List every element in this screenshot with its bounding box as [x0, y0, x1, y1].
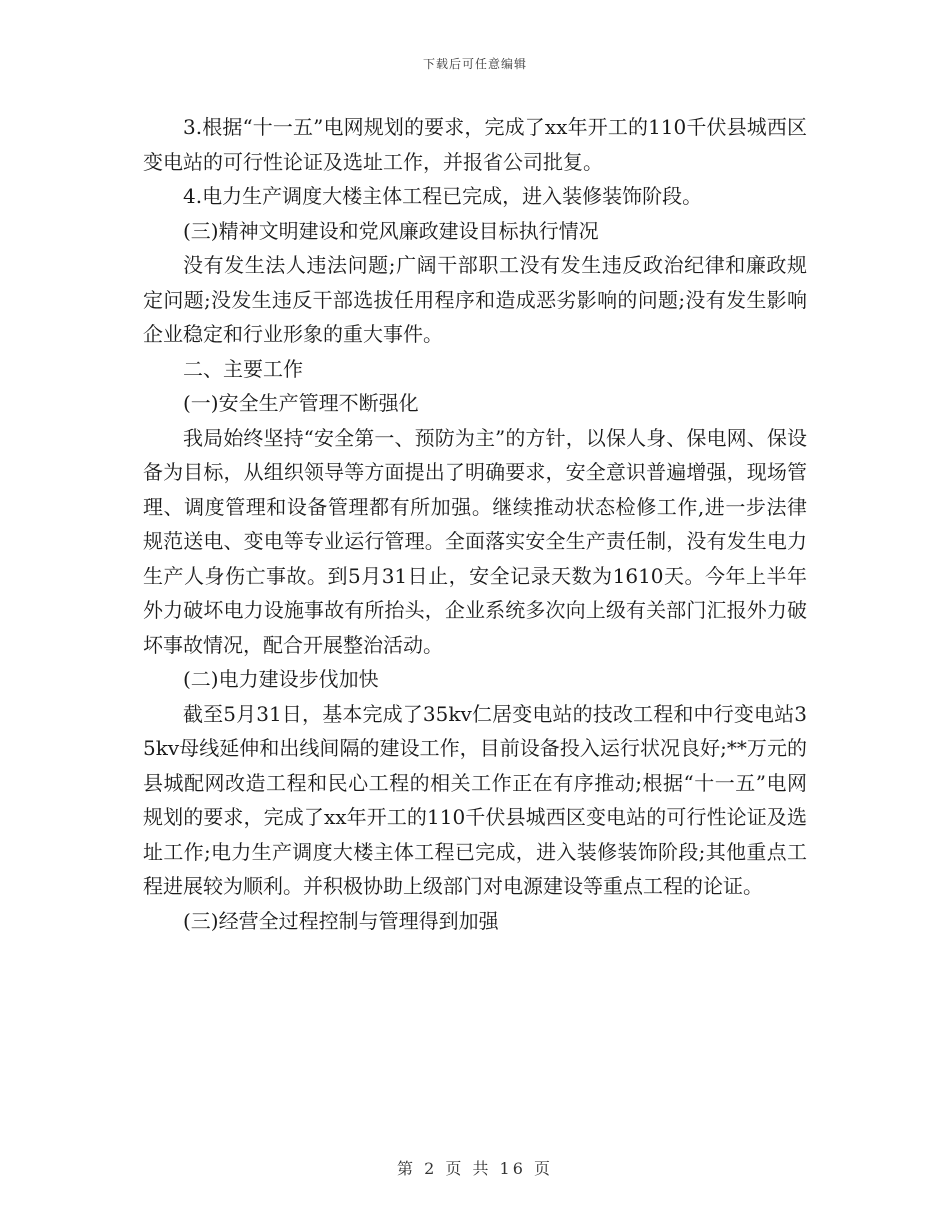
section-heading: (三)经营全过程控制与管理得到加强 [183, 908, 499, 933]
section-heading: (二)电力建设步伐加快 [183, 667, 379, 691]
paragraph: 截至5月31日，基本完成了35kv仁居变电站的技改工程和中行变电站35kv母线延伸和出线间隔的建设工作，目前设备投入运行状况良好;**万元的县城配网改造工程和民心工程的相关工作正在有序推动;根据“十一五”电网规划的要求，完成了xx年开工的110千伏县城西区变电站的可行性论证及选址工作;电力生产调度大楼主体工程已完成，进入装修装饰阶段;其他重点工程进展较为顺利。并积极协助上级部门对电源建设等重点工程的论证。 [143, 701, 807, 898]
section-heading: (一)安全生产管理不断强化 [183, 391, 419, 415]
page-header: 下载后可任意编辑 [422, 57, 527, 71]
paragraph: 4.电力生产调度大楼主体工程已完成，进入装修装饰阶段。 [183, 184, 703, 208]
paragraph: 我局始终坚持“安全第一、预防为主”的方针，以保人身、保电网、保设备为目标，从组织领导等方面提出了明确要求，安全意识普遍增强，现场管理、调度管理和设备管理都有所加强。继续推动状态检修工作,进一步法律规范送电、变电等专业运行管理。全面落实安全生产责任制，没有发生电力生产人身伤亡事故。到5月31日止，安全记录天数为1610天。今年上半年外力破坏电力设施事故有所抬头，企业系统多次向上级有关部门汇报外力破坏事故情况，配合开展整治活动。 [143, 425, 807, 657]
page-number: 第 2 页 共 16 页 [397, 1159, 553, 1178]
section-heading: (三)精神文明建设和党风廉政建设目标执行情况 [183, 218, 599, 243]
paragraph: 3.根据“十一五”电网规划的要求，完成了xx年开工的110千伏县城西区变电站的可行性论证及选址工作，并报省公司批复。 [143, 115, 807, 174]
chapter-heading: 二、主要工作 [183, 356, 303, 381]
document-body [143, 110, 807, 938]
paragraph: 没有发生法人违法问题;广阔干部职工没有发生违反政治纪律和廉政规定问题;没发生违反干部选拔任用程序和造成恶劣影响的问题;没有发生影响企业稳定和行业形象的重大事件。 [143, 253, 807, 346]
